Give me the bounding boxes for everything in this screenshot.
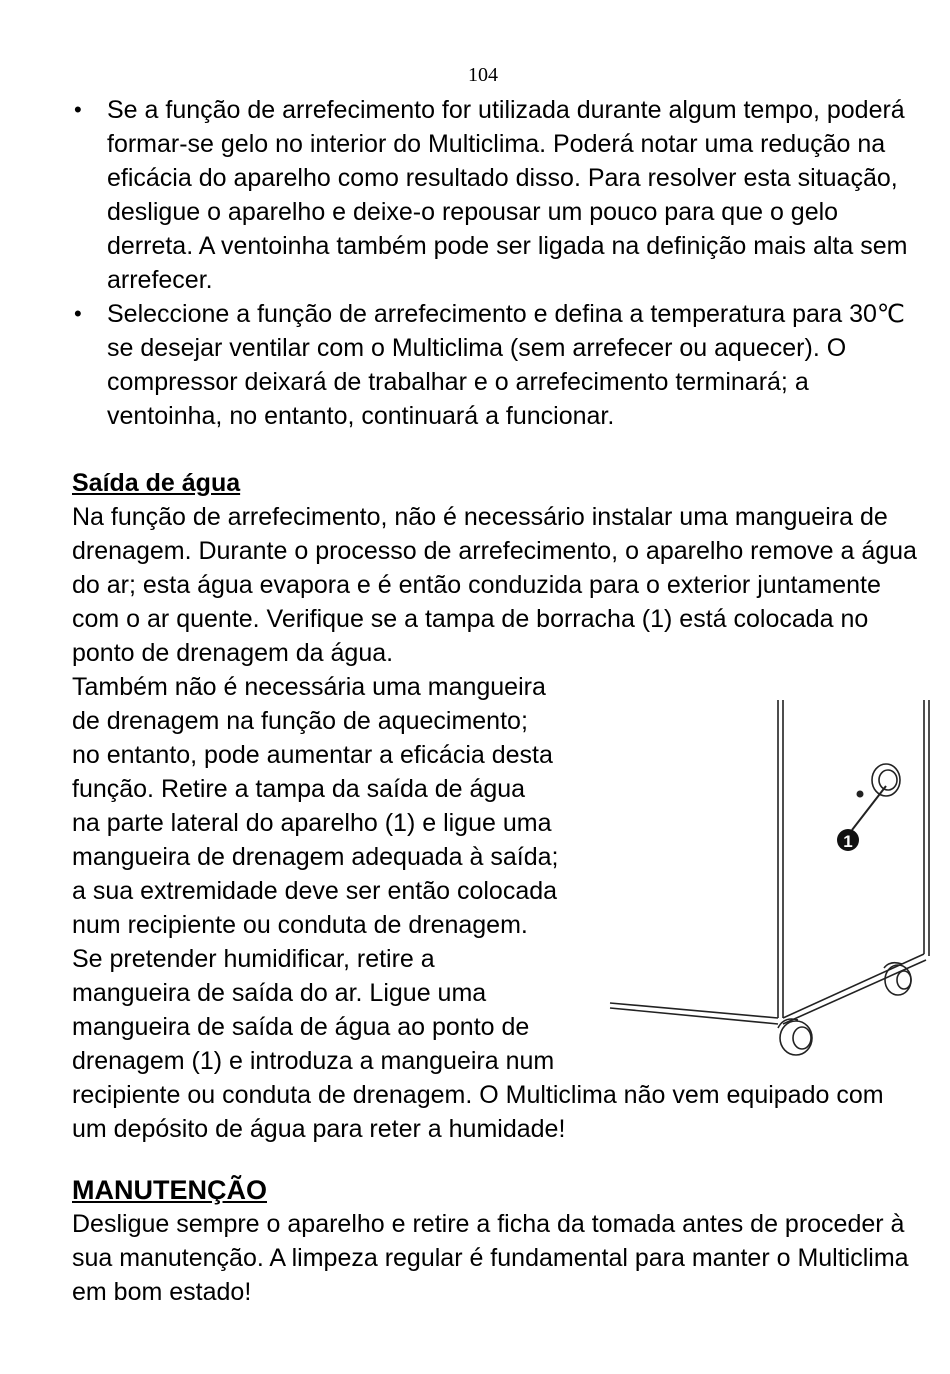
indicator-dot: [857, 791, 864, 798]
text-line: Se pretender humidificar, retire a: [72, 945, 435, 973]
maintenance-heading: MANUTENÇÃO: [72, 1175, 267, 1205]
text-line: no entanto, pode aumentar a eficácia desta: [72, 741, 553, 769]
bullet-icon: •: [74, 301, 82, 326]
water-section-paragraph: Na função de arrefecimento, não é necessário instalar uma mangueira de drenagem. Durante o processo de arrefecimento, o aparelho remove a água do ar; esta água evapora e é então conduzida para o exterior juntamente com o ar quente. Verifique se a tampa de borracha (1) está colocada no ponto de drenagem da água.: [72, 503, 917, 667]
page-number: 104: [468, 64, 498, 86]
text-line: mangueira de saída do ar. Ligue uma: [72, 979, 487, 1007]
water-section-heading: Saída de água: [72, 469, 241, 497]
water-section-paragraph-tail: recipiente ou conduta de drenagem. O Multiclima não vem equipado com um depósito de água para reter a humidade!: [72, 1081, 884, 1143]
water-section-wrapped-text: [72, 670, 592, 1078]
callout-marker: [837, 829, 859, 851]
drain-illustration: [606, 698, 936, 1066]
maintenance-paragraph: Desligue sempre o aparelho e retire a ficha da tomada antes de proceder à sua manutenção. A limpeza regular é fundamental para manter o Multiclima em bom estado!: [72, 1210, 909, 1306]
bullet-text: Seleccione a função de arrefecimento e defina a temperatura para 30℃ se desejar ventilar com o Multiclima (sem arrefecer ou aquecer). O compressor deixará de trabalhar e o arrefecimento terminará; a ventoinha, no entanto, continuará a funcionar.: [107, 300, 906, 430]
text-line: Também não é necessária uma mangueira: [72, 673, 546, 701]
appliance-drawing: [606, 698, 936, 1066]
bullet-icon: •: [74, 97, 82, 122]
callout-number: 1: [843, 832, 853, 851]
text-line: função. Retire a tampa da saída de água: [72, 775, 526, 803]
text-line: drenagem (1) e introduza a mangueira num: [72, 1047, 555, 1075]
text-line: mangueira de drenagem adequada à saída;: [72, 843, 559, 871]
bullet-list: [72, 93, 922, 433]
text-line: num recipiente ou conduta de drenagem.: [72, 911, 528, 939]
text-line: a sua extremidade deve ser então colocada: [72, 877, 558, 905]
maintenance-section: [72, 1173, 922, 1309]
bullet-item: [72, 93, 922, 297]
text-line: na parte lateral do aparelho (1) e ligue uma: [72, 809, 552, 837]
bullet-item: [72, 297, 922, 433]
text-line: de drenagem na função de aquecimento;: [72, 707, 528, 735]
text-line: mangueira de saída de água ao ponto de: [72, 1013, 530, 1041]
bullet-text: Se a função de arrefecimento for utilizada durante algum tempo, poderá formar-se gelo no interior do Multiclima. Poderá notar uma redução na eficácia do aparelho como resultado disso. Para resolver esta situação, desligue o aparelho e deixe-o repousar um pouco para que o gelo derreta. A ventoinha também pode ser ligada na definição mais alta sem arrefecer.: [107, 96, 908, 294]
